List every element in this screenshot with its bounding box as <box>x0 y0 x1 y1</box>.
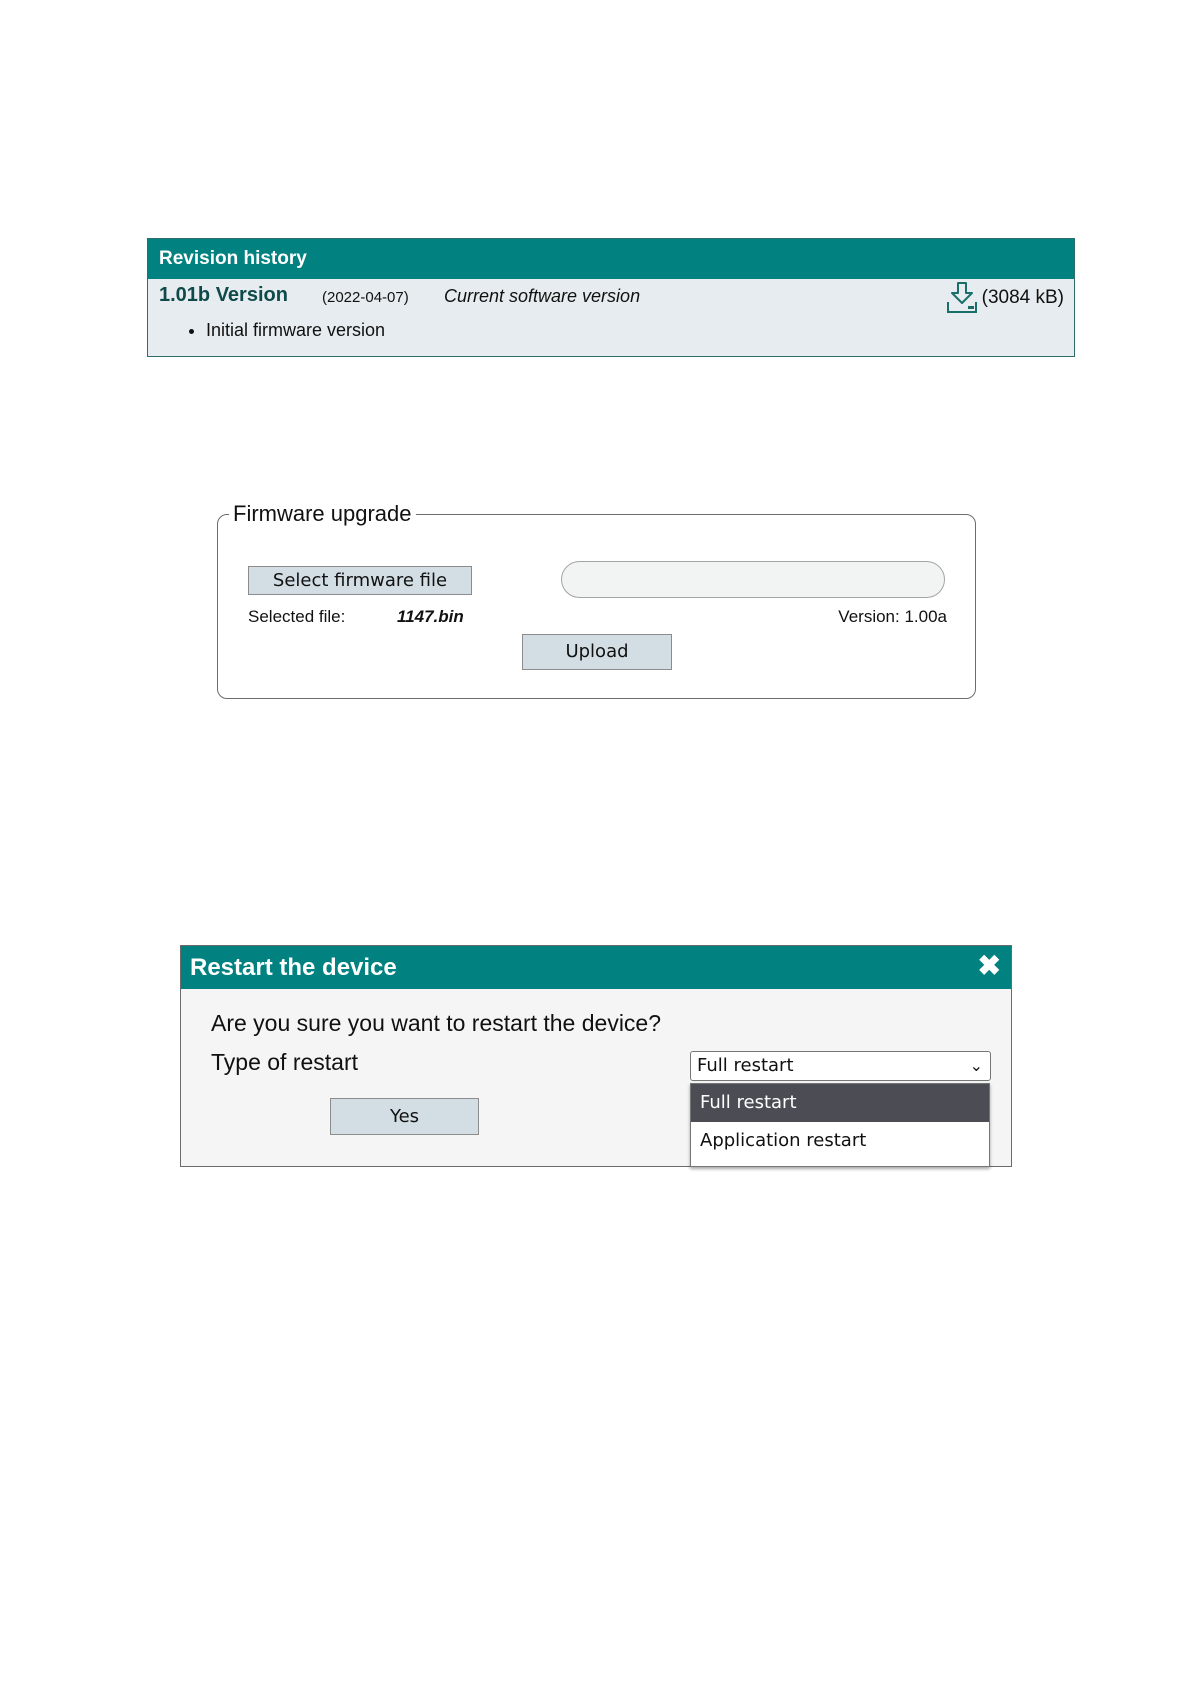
dialog-title: Restart the device <box>190 954 397 981</box>
selected-file-name: 1147.bin <box>397 607 464 626</box>
select-firmware-file-button[interactable]: Select firmware file <box>248 566 472 595</box>
firmware-version-text: Version: 1.00a <box>838 607 947 626</box>
restart-type-select[interactable] <box>690 1051 991 1081</box>
release-note-item: • Initial firmware version <box>206 319 1074 341</box>
restart-type-label: Type of restart <box>211 1049 359 1075</box>
dropdown-option-application-restart[interactable]: Application restart <box>700 1130 867 1151</box>
version-description: Current software version <box>444 286 641 306</box>
revision-entry <box>148 279 1074 317</box>
close-icon[interactable]: ✖ <box>977 950 1001 981</box>
version-date: (2022-04-07) <box>322 289 409 306</box>
upload-progress-bar <box>561 561 945 598</box>
upload-button[interactable]: Upload <box>522 634 672 670</box>
selected-file-label: Selected file: <box>248 607 346 626</box>
restart-type-selected-value: Full restart <box>697 1055 794 1076</box>
restart-question: Are you sure you want to restart the device? <box>211 1010 662 1036</box>
firmware-upgrade-fieldset <box>217 501 976 699</box>
chevron-down-icon: ⌄ <box>969 1056 983 1075</box>
restart-type-dropdown <box>690 1083 990 1167</box>
file-size: (3084 kB) <box>981 287 1064 308</box>
release-notes <box>148 319 1074 341</box>
dropdown-option-full-restart[interactable]: Full restart <box>691 1084 989 1122</box>
revision-history-title: Revision history <box>148 239 1074 279</box>
download-link[interactable] <box>944 280 1064 316</box>
yes-button[interactable]: Yes <box>330 1098 479 1135</box>
firmware-upgrade-legend: Firmware upgrade <box>229 501 416 527</box>
revision-history-panel <box>147 238 1075 357</box>
version-label: 1.01b Version <box>159 284 288 306</box>
dialog-header <box>181 946 1011 989</box>
download-icon[interactable] <box>944 280 980 316</box>
